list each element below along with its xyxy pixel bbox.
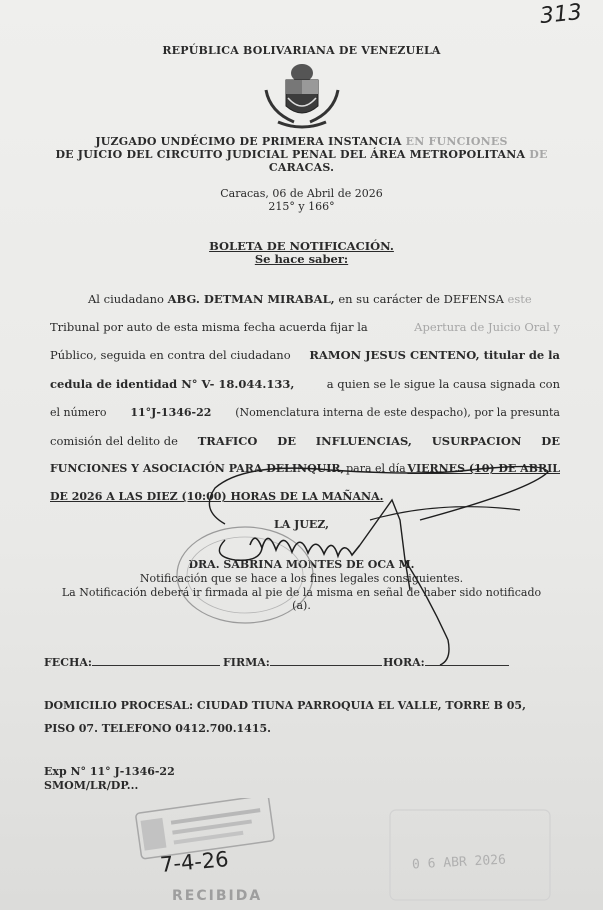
stamp-handwritten-date: 7-4-26 <box>159 847 230 877</box>
fecha-field: FECHA: <box>44 656 220 669</box>
body-line-5: el número 11°J-1346-22 (Nomenclatura interna de este despacho), por la presunta <box>50 406 560 419</box>
exp-number: Exp N° 11° J-1346-22 <box>44 765 175 778</box>
document-title: BOLETA DE NOTIFICACIÓN. <box>209 239 394 253</box>
date-line: Caracas, 06 de Abril de 2026 <box>220 187 383 200</box>
court-line-3: CARACAS. <box>268 161 335 174</box>
court-line-1: JUZGADO UNDÉCIMO DE PRIMERA INSTANCIA EN FUNCIONES <box>95 135 508 148</box>
stamp-received-label: RECIBIDA <box>172 888 263 904</box>
body-line-2: Tribunal por auto de esta misma fecha acuerda fijar la Apertura de Juicio Oral y <box>50 320 560 334</box>
body-line-6: comisión del delito de TRAFICO DE INFLUENCIAS, USURPACION DE <box>50 434 560 448</box>
body-line-7: FUNCIONES Y ASOCIACIÓN PARA DELINQUIR, para el día VIERNES (10) DE ABRIL <box>50 462 560 475</box>
stamp-date-right: 0 6 ABR 2026 <box>411 852 507 873</box>
domicilio-line-2: PISO 07. TELEFONO 0412.700.1415. <box>44 722 271 735</box>
court-line-2: DE JUICIO DEL CIRCUITO JUDICIAL PENAL DEL ÁREA METROPOLITANA DE <box>55 148 548 161</box>
body-line-3: Público, seguida en contra del ciudadano RAMON JESUS CENTENO, titular de la <box>50 348 560 362</box>
body-line-4: cedula de identidad N° V- 18.044.133, a quien se le sigue la causa signada con <box>50 377 560 391</box>
note-line-3: (a). <box>292 599 311 612</box>
body-line-8: DE 2026 A LAS DIEZ (10:00) HORAS DE LA MAÑANA. <box>50 490 384 503</box>
document-subtitle: Se hace saber: <box>254 252 349 266</box>
right-faded-stamp <box>380 800 560 908</box>
note-line-1: Notificación que se hace a los fines legales consiguientes. <box>139 572 464 585</box>
years-line: 215° y 166° <box>268 200 335 213</box>
firma-field: FIRMA: <box>223 656 382 669</box>
note-line-2: La Notificación deberá ir firmada al pie de la misma en señal de haber sido notificado <box>61 586 542 599</box>
body-line-1: Al ciudadano ABG. DETMAN MIRABAL, en su carácter de DEFENSA este <box>88 292 532 306</box>
judge-name: DRA. SABRINA MONTES DE OCA M. <box>188 558 415 571</box>
reference-initials: SMOM/LR/DP... <box>44 779 139 792</box>
country-header: REPÚBLICA BOLIVARIANA DE VENEZUELA <box>162 44 441 57</box>
page-number-handwritten: 313 <box>538 0 584 30</box>
domicilio-line-1: DOMICILIO PROCESAL: CIUDAD TIUNA PARROQUIA EL VALLE, TORRE B 05, <box>44 699 526 712</box>
hora-field: HORA: <box>383 656 509 669</box>
judge-title: LA JUEZ, <box>274 518 329 531</box>
